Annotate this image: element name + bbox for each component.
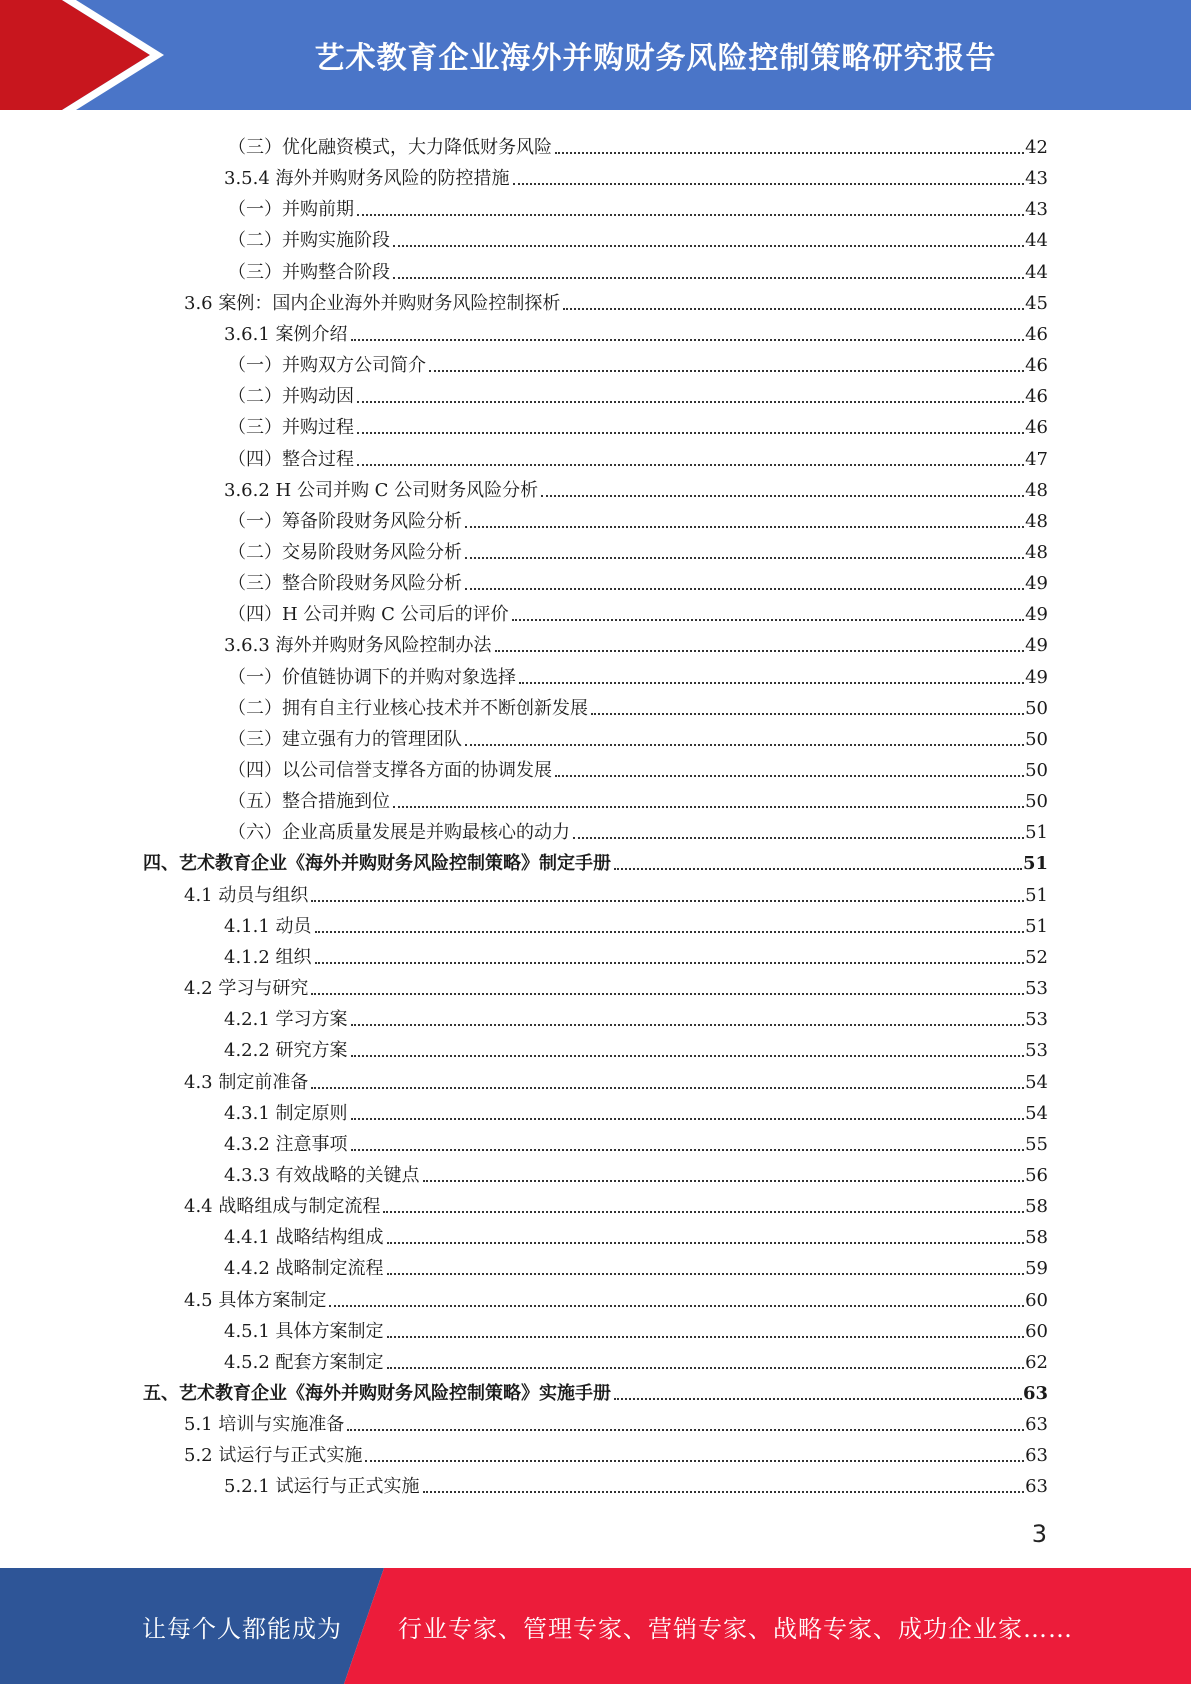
toc-leader-dots	[347, 1429, 1024, 1431]
toc-entry[interactable]	[143, 844, 1048, 875]
toc-entry-label: 四、艺术教育企业《海外并购财务风险控制策略》制定手册	[143, 853, 611, 875]
toc-entry-label: 4.2.2 研究方案	[224, 1040, 348, 1062]
toc-entry-page: 51	[1025, 884, 1048, 906]
toc-leader-dots	[365, 1460, 1024, 1462]
toc-leader-dots	[387, 1336, 1025, 1338]
toc-entry[interactable]	[228, 813, 1048, 844]
toc-entry-label: （二）并购实施阶段	[228, 230, 390, 252]
toc-entry-page: 48	[1025, 541, 1048, 563]
toc-leader-dots	[519, 682, 1024, 684]
toc-entry-label: 4.4.1 战略结构组成	[224, 1227, 384, 1249]
toc-entry-label: 3.6.2 H 公司并购 C 公司财务风险分析	[224, 479, 539, 501]
toc-leader-dots	[357, 432, 1024, 434]
toc-entry-page: 50	[1025, 697, 1048, 719]
page-header	[0, 0, 1191, 110]
toc-entry-label: （三）整合阶段财务风险分析	[228, 573, 462, 595]
toc-leader-dots	[423, 1491, 1025, 1493]
toc-entry[interactable]	[228, 440, 1048, 471]
toc-leader-dots	[512, 619, 1024, 621]
toc-entry-label: （二）并购动因	[228, 386, 354, 408]
toc-leader-dots	[351, 339, 1025, 341]
toc-leader-dots	[465, 526, 1024, 528]
toc-entry-page: 50	[1025, 760, 1048, 781]
toc-entry-page: 54	[1025, 1071, 1048, 1093]
toc-leader-dots	[423, 1180, 1025, 1182]
toc-entry[interactable]	[224, 159, 1048, 190]
toc-leader-dots	[357, 464, 1024, 466]
toc-entry-label: 3.6.1 案例介绍	[224, 323, 348, 345]
toc-entry-page: 49	[1025, 604, 1048, 626]
toc-entry-label: 5.2 试运行与正式实施	[184, 1445, 363, 1467]
toc-leader-dots	[393, 245, 1024, 247]
toc-entry[interactable]	[184, 1187, 1048, 1218]
toc-entry-page: 63	[1022, 1383, 1048, 1404]
page-number: 3	[1031, 1520, 1047, 1548]
toc-entry-page: 43	[1025, 168, 1048, 190]
toc-entry[interactable]	[224, 315, 1048, 346]
toc-entry[interactable]	[224, 1156, 1048, 1187]
toc-entry-label: 4.4.2 战略制定流程	[224, 1258, 384, 1280]
toc-entry-label: 4.5.2 配套方案制定	[224, 1351, 384, 1373]
toc-entry[interactable]	[224, 471, 1048, 502]
toc-leader-dots	[614, 868, 1022, 870]
toc-entry[interactable]	[228, 720, 1048, 751]
toc-entry-page: 46	[1025, 386, 1048, 408]
toc-entry-page: 44	[1025, 261, 1048, 283]
toc-entry-page: 63	[1025, 1414, 1048, 1436]
toc-entry-label: 4.3 制定前准备	[184, 1071, 309, 1093]
toc-entry[interactable]	[228, 564, 1048, 595]
toc-entry-page: 52	[1025, 946, 1048, 968]
toc-entry-page: 49	[1025, 635, 1048, 657]
toc-entry-page: 46	[1025, 417, 1048, 439]
toc-leader-dots	[357, 401, 1024, 403]
toc-entry[interactable]	[228, 502, 1048, 533]
toc-leader-dots	[513, 183, 1025, 185]
toc-entry-page: 48	[1025, 479, 1048, 501]
toc-entry-label: （四）整合过程	[228, 448, 354, 470]
toc-entry-page: 63	[1025, 1476, 1048, 1498]
toc-leader-dots	[555, 775, 1024, 777]
toc-entry-label: 4.4 战略组成与制定流程	[184, 1196, 381, 1218]
toc-entry-label: （三）并购整合阶段	[228, 261, 390, 283]
toc-entry-page: 49	[1025, 666, 1048, 688]
toc-entry[interactable]	[224, 1249, 1048, 1280]
toc-entry[interactable]	[228, 782, 1048, 813]
toc-entry[interactable]	[228, 377, 1048, 408]
toc-entry[interactable]	[228, 253, 1048, 284]
toc-entry[interactable]	[224, 1031, 1048, 1062]
toc-entry-label: 5.1 培训与实施准备	[184, 1414, 345, 1436]
toc-entry[interactable]	[224, 1125, 1048, 1156]
toc-entry[interactable]	[228, 221, 1048, 252]
toc-entry-page: 55	[1025, 1133, 1048, 1155]
toc-leader-dots	[465, 744, 1024, 746]
toc-leader-dots	[614, 1398, 1022, 1400]
toc-leader-dots	[495, 650, 1025, 652]
toc-entry[interactable]	[224, 626, 1048, 657]
toc-entry-label: （六）企业高质量发展是并购最核心的动力	[228, 822, 570, 844]
toc-entry[interactable]	[228, 346, 1048, 377]
toc-entry[interactable]	[184, 1063, 1048, 1094]
toc-entry-page: 46	[1025, 323, 1048, 345]
toc-entry-label: 4.3.3 有效战略的关键点	[224, 1164, 420, 1186]
toc-entry-label: 4.1 动员与组织	[184, 884, 309, 906]
toc-entry-page: 63	[1025, 1445, 1048, 1467]
toc-entry[interactable]	[224, 938, 1048, 969]
toc-leader-dots	[591, 713, 1024, 715]
toc-entry-page: 56	[1025, 1164, 1048, 1186]
toc-leader-dots	[393, 806, 1024, 808]
toc-entry-label: （二）交易阶段财务风险分析	[228, 541, 462, 563]
toc-leader-dots	[351, 1149, 1025, 1151]
toc-entry-page: 42	[1025, 137, 1048, 158]
toc-entry-label: 3.6.3 海外并购财务风险控制办法	[224, 635, 492, 657]
toc-leader-dots	[573, 837, 1024, 839]
toc-entry[interactable]	[143, 1374, 1048, 1405]
toc-entry-page: 46	[1025, 355, 1048, 377]
toc-entry-label: （四）H 公司并购 C 公司后的评价	[228, 604, 509, 626]
toc-entry-page: 48	[1025, 510, 1048, 532]
toc-entry-label: （五）整合措施到位	[228, 791, 390, 813]
toc-entry-label: 4.1.2 组织	[224, 946, 312, 968]
footer-slogan-right: 行业专家、管理专家、营销专家、战略专家、成功企业家……	[398, 1614, 1073, 1643]
toc-leader-dots	[465, 557, 1024, 559]
toc-leader-dots	[383, 1211, 1024, 1213]
toc-leader-dots	[555, 152, 1024, 154]
toc-entry[interactable]	[228, 751, 1048, 782]
toc-entry-label: 3.6 案例：国内企业海外并购财务风险控制探析	[184, 292, 561, 314]
toc-leader-dots	[387, 1273, 1025, 1275]
toc-entry-page: 47	[1025, 448, 1048, 470]
footer-slogan-left: 让每个人都能成为	[142, 1614, 342, 1643]
toc-entry[interactable]	[224, 907, 1048, 938]
toc-entry-label: 4.3.2 注意事项	[224, 1133, 348, 1155]
toc-entry[interactable]	[228, 658, 1048, 689]
toc-entry-page: 44	[1025, 230, 1048, 252]
toc-leader-dots	[329, 1305, 1024, 1307]
toc-leader-dots	[387, 1242, 1025, 1244]
toc-entry-label: （四）以公司信誉支撑各方面的协调发展	[228, 760, 552, 781]
page-footer	[0, 1568, 1191, 1684]
toc-entry-label: 3.5.4 海外并购财务风险的防控措施	[224, 168, 510, 190]
toc-entry[interactable]	[184, 1436, 1048, 1467]
toc-entry[interactable]	[228, 190, 1048, 221]
toc-entry-label: （三）优化融资模式，大力降低财务风险	[228, 137, 552, 158]
toc-entry-page: 62	[1025, 1351, 1048, 1373]
toc-leader-dots	[315, 931, 1025, 933]
toc-entry[interactable]	[224, 1094, 1048, 1125]
toc-entry-page: 51	[1025, 822, 1048, 844]
toc-entry-page: 43	[1025, 199, 1048, 221]
toc-entry-page: 45	[1025, 292, 1048, 314]
toc-leader-dots	[315, 962, 1025, 964]
toc-leader-dots	[393, 277, 1024, 279]
toc-entry-label: 4.2.1 学习方案	[224, 1009, 348, 1031]
toc-entry-page: 51	[1022, 853, 1048, 875]
toc-entry-label: 4.1.1 动员	[224, 915, 312, 937]
toc-entry[interactable]	[184, 969, 1048, 1000]
toc-leader-dots	[429, 370, 1024, 372]
toc-entry[interactable]	[228, 595, 1048, 626]
toc-entry-label: （三）建立强有力的管理团队	[228, 728, 462, 750]
toc-entry[interactable]	[184, 284, 1048, 315]
toc-entry-label: 4.5.1 具体方案制定	[224, 1320, 384, 1342]
toc-entry[interactable]	[228, 533, 1048, 564]
toc-leader-dots	[311, 1087, 1024, 1089]
toc-entry-page: 53	[1025, 978, 1048, 1000]
toc-leader-dots	[311, 900, 1024, 902]
toc-entry-page: 54	[1025, 1102, 1048, 1124]
toc-entry-page: 59	[1025, 1258, 1048, 1280]
toc-entry-label: （一）并购双方公司简介	[228, 355, 426, 377]
toc-entry-page: 60	[1025, 1320, 1048, 1342]
toc-leader-dots	[387, 1367, 1025, 1369]
toc-entry[interactable]	[224, 1467, 1048, 1498]
toc-entry-label: （一）并购前期	[228, 199, 354, 221]
toc-entry-page: 50	[1025, 791, 1048, 813]
toc-leader-dots	[541, 495, 1024, 497]
toc-entry[interactable]	[224, 1000, 1048, 1031]
toc-entry-page: 51	[1025, 915, 1048, 937]
toc-entry-label: 4.5 具体方案制定	[184, 1289, 327, 1311]
toc-entry-label: （一）价值链协调下的并购对象选择	[228, 666, 516, 688]
toc-leader-dots	[351, 1024, 1025, 1026]
toc-entry-page: 58	[1025, 1196, 1048, 1218]
toc-entry-page: 49	[1025, 573, 1048, 595]
toc-entry-label: 5.2.1 试运行与正式实施	[224, 1476, 420, 1498]
toc-entry-page: 60	[1025, 1289, 1048, 1311]
toc-entry-label: 4.3.1 制定原则	[224, 1102, 348, 1124]
toc-entry-page: 50	[1025, 728, 1048, 750]
toc-entry-label: （一）筹备阶段财务风险分析	[228, 510, 462, 532]
toc-entry-page: 53	[1025, 1040, 1048, 1062]
toc-leader-dots	[465, 588, 1024, 590]
toc-entry[interactable]	[224, 1343, 1048, 1374]
toc-entry-page: 53	[1025, 1009, 1048, 1031]
toc-entry-label: 五、艺术教育企业《海外并购财务风险控制策略》实施手册	[143, 1383, 611, 1404]
toc-entry-page: 58	[1025, 1227, 1048, 1249]
toc-entry-label: （二）拥有自主行业核心技术并不断创新发展	[228, 697, 588, 719]
toc-entry[interactable]	[224, 1312, 1048, 1343]
toc-entry[interactable]	[228, 689, 1048, 720]
toc-leader-dots	[351, 1055, 1025, 1057]
toc-entry[interactable]	[184, 1281, 1048, 1312]
toc-entry[interactable]	[228, 128, 1048, 159]
toc-entry[interactable]	[184, 1405, 1048, 1436]
toc-entry[interactable]	[184, 876, 1048, 907]
toc-entry[interactable]	[224, 1218, 1048, 1249]
toc-entry[interactable]	[228, 408, 1048, 439]
toc-leader-dots	[357, 214, 1024, 216]
toc-entry-label: 4.2 学习与研究	[184, 978, 309, 1000]
report-title: 艺术教育企业海外并购财务风险控制策略研究报告	[314, 41, 997, 76]
toc-leader-dots	[311, 993, 1024, 995]
toc-leader-dots	[563, 308, 1024, 310]
toc-leader-dots	[351, 1118, 1025, 1120]
toc-entry-label: （三）并购过程	[228, 417, 354, 439]
